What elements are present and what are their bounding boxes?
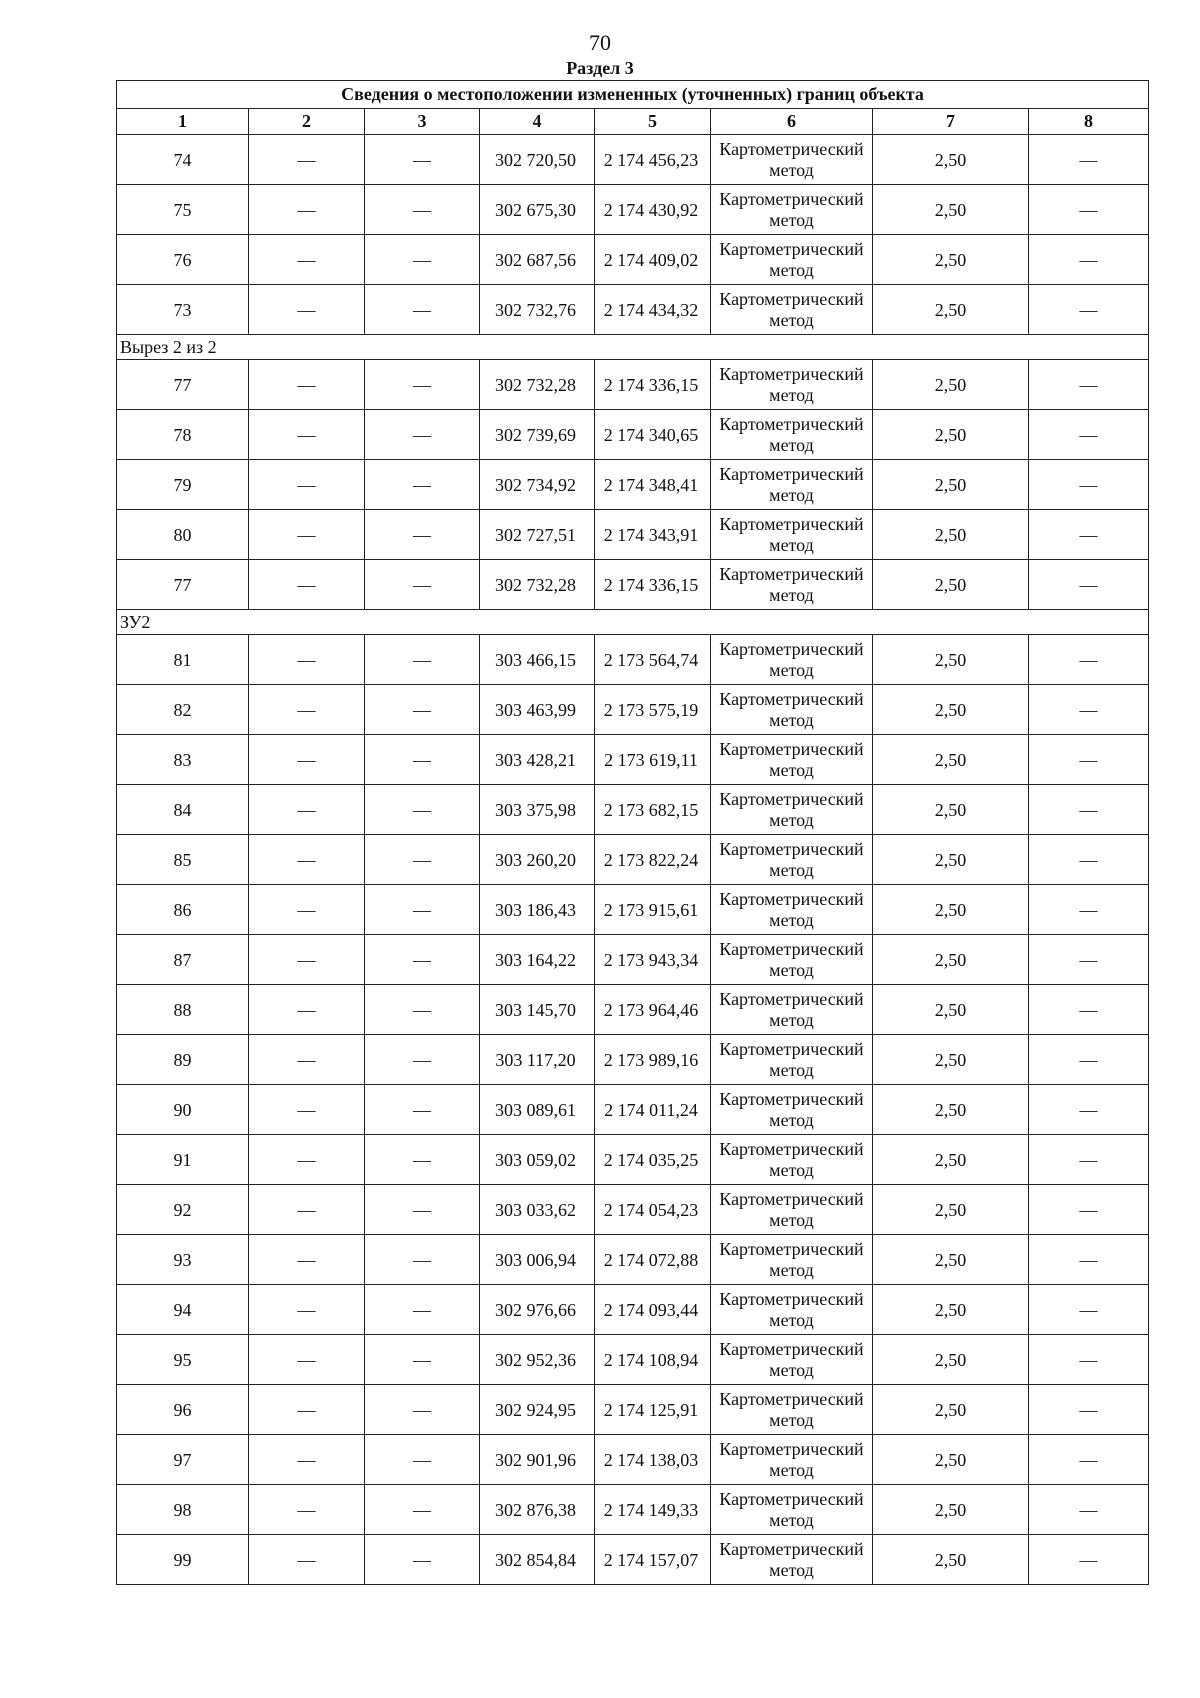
empty-value: —	[249, 835, 365, 885]
point-number: 75	[117, 185, 249, 235]
empty-value: —	[1029, 1085, 1149, 1135]
accuracy: 2,50	[873, 1385, 1029, 1435]
accuracy: 2,50	[873, 1235, 1029, 1285]
empty-value: —	[365, 1435, 480, 1485]
table-row	[117, 135, 1149, 185]
point-number: 85	[117, 835, 249, 885]
point-number: 78	[117, 410, 249, 460]
empty-value: —	[249, 1285, 365, 1335]
column-number: 7	[873, 109, 1029, 135]
empty-value: —	[365, 1535, 480, 1585]
method: Картометрический метод	[711, 235, 873, 285]
coordinate-y: 2 174 054,23	[595, 1185, 711, 1235]
empty-value: —	[249, 1235, 365, 1285]
empty-value: —	[365, 1335, 480, 1385]
empty-value: —	[1029, 460, 1149, 510]
empty-value: —	[365, 835, 480, 885]
column-number: 6	[711, 109, 873, 135]
accuracy: 2,50	[873, 1485, 1029, 1535]
empty-value: —	[1029, 1385, 1149, 1435]
empty-value: —	[249, 785, 365, 835]
method: Картометрический метод	[711, 735, 873, 785]
table-row	[117, 1435, 1149, 1485]
method: Картометрический метод	[711, 1435, 873, 1485]
accuracy: 2,50	[873, 135, 1029, 185]
coordinate-x: 302 924,95	[480, 1385, 595, 1435]
coordinate-x: 302 732,28	[480, 560, 595, 610]
section-title: Раздел 3	[566, 58, 634, 78]
table-row	[117, 1285, 1149, 1335]
empty-value: —	[249, 1535, 365, 1585]
empty-value: —	[249, 1185, 365, 1235]
empty-value: —	[1029, 985, 1149, 1035]
point-number: 81	[117, 635, 249, 685]
accuracy: 2,50	[873, 410, 1029, 460]
empty-value: —	[249, 285, 365, 335]
empty-value: —	[1029, 635, 1149, 685]
coordinate-y: 2 174 108,94	[595, 1335, 711, 1385]
empty-value: —	[365, 1235, 480, 1285]
boundary-coordinates-table	[116, 80, 1149, 1585]
coordinate-x: 302 854,84	[480, 1535, 595, 1585]
empty-value: —	[1029, 1485, 1149, 1535]
coordinate-x: 302 901,96	[480, 1435, 595, 1485]
coordinate-y: 2 174 072,88	[595, 1235, 711, 1285]
point-number: 98	[117, 1485, 249, 1535]
empty-value: —	[365, 135, 480, 185]
coordinate-y: 2 173 619,11	[595, 735, 711, 785]
table-row	[117, 560, 1149, 610]
empty-value: —	[249, 685, 365, 735]
method: Картометрический метод	[711, 1135, 873, 1185]
accuracy: 2,50	[873, 1185, 1029, 1235]
coordinate-x: 302 739,69	[480, 410, 595, 460]
point-number: 95	[117, 1335, 249, 1385]
empty-value: —	[1029, 235, 1149, 285]
empty-value: —	[249, 1435, 365, 1485]
accuracy: 2,50	[873, 1535, 1029, 1585]
empty-value: —	[365, 460, 480, 510]
coordinate-x: 303 186,43	[480, 885, 595, 935]
coordinate-y: 2 174 340,65	[595, 410, 711, 460]
table-row	[117, 935, 1149, 985]
empty-value: —	[365, 785, 480, 835]
table-row	[117, 985, 1149, 1035]
empty-value: —	[365, 185, 480, 235]
coordinate-x: 303 260,20	[480, 835, 595, 885]
coordinate-y: 2 174 093,44	[595, 1285, 711, 1335]
point-number: 83	[117, 735, 249, 785]
table-body	[117, 135, 1149, 1585]
empty-value: —	[365, 985, 480, 1035]
accuracy: 2,50	[873, 460, 1029, 510]
empty-value: —	[365, 285, 480, 335]
point-number: 91	[117, 1135, 249, 1185]
empty-value: —	[249, 1385, 365, 1435]
empty-value: —	[249, 885, 365, 935]
coordinate-y: 2 174 456,23	[595, 135, 711, 185]
empty-value: —	[1029, 1185, 1149, 1235]
coordinate-y: 2 173 964,46	[595, 985, 711, 1035]
point-number: 73	[117, 285, 249, 335]
empty-value: —	[365, 360, 480, 410]
empty-value: —	[1029, 410, 1149, 460]
accuracy: 2,50	[873, 1035, 1029, 1085]
accuracy: 2,50	[873, 560, 1029, 610]
empty-value: —	[1029, 185, 1149, 235]
coordinate-y: 2 173 915,61	[595, 885, 711, 935]
table-row	[117, 835, 1149, 885]
coordinate-x: 302 952,36	[480, 1335, 595, 1385]
coordinate-y: 2 173 943,34	[595, 935, 711, 985]
empty-value: —	[1029, 835, 1149, 885]
point-number: 74	[117, 135, 249, 185]
coordinate-x: 303 117,20	[480, 1035, 595, 1085]
coordinate-y: 2 174 035,25	[595, 1135, 711, 1185]
accuracy: 2,50	[873, 735, 1029, 785]
point-number: 94	[117, 1285, 249, 1335]
empty-value: —	[1029, 510, 1149, 560]
column-number-row	[117, 109, 1149, 135]
empty-value: —	[249, 735, 365, 785]
table-row	[117, 1085, 1149, 1135]
empty-value: —	[365, 1035, 480, 1085]
empty-value: —	[249, 935, 365, 985]
empty-value: —	[365, 1185, 480, 1235]
table-row	[117, 1485, 1149, 1535]
table-row	[117, 1335, 1149, 1385]
column-number: 2	[249, 109, 365, 135]
empty-value: —	[1029, 1535, 1149, 1585]
empty-value: —	[1029, 285, 1149, 335]
coordinate-y: 2 174 011,24	[595, 1085, 711, 1135]
empty-value: —	[1029, 360, 1149, 410]
accuracy: 2,50	[873, 185, 1029, 235]
column-number: 3	[365, 109, 480, 135]
empty-value: —	[365, 560, 480, 610]
table-row	[117, 1035, 1149, 1085]
column-number: 5	[595, 109, 711, 135]
group-header-row	[117, 335, 1149, 360]
accuracy: 2,50	[873, 935, 1029, 985]
point-number: 87	[117, 935, 249, 985]
accuracy: 2,50	[873, 835, 1029, 885]
method: Картометрический метод	[711, 685, 873, 735]
coordinate-x: 303 463,99	[480, 685, 595, 735]
empty-value: —	[365, 1085, 480, 1135]
method: Картометрический метод	[711, 1335, 873, 1385]
accuracy: 2,50	[873, 1285, 1029, 1335]
empty-value: —	[365, 1385, 480, 1435]
coordinate-x: 303 466,15	[480, 635, 595, 685]
page-number: 70	[589, 30, 611, 55]
empty-value: —	[1029, 1285, 1149, 1335]
method: Картометрический метод	[711, 1035, 873, 1085]
method: Картометрический метод	[711, 635, 873, 685]
table-row	[117, 285, 1149, 335]
empty-value: —	[249, 510, 365, 560]
empty-value: —	[249, 185, 365, 235]
table-row	[117, 1535, 1149, 1585]
empty-value: —	[365, 685, 480, 735]
point-number: 79	[117, 460, 249, 510]
coordinate-x: 303 164,22	[480, 935, 595, 985]
coordinate-y: 2 173 564,74	[595, 635, 711, 685]
method: Картометрический метод	[711, 985, 873, 1035]
empty-value: —	[365, 410, 480, 460]
point-number: 93	[117, 1235, 249, 1285]
accuracy: 2,50	[873, 635, 1029, 685]
coordinate-x: 303 059,02	[480, 1135, 595, 1185]
empty-value: —	[249, 410, 365, 460]
accuracy: 2,50	[873, 235, 1029, 285]
table-row	[117, 360, 1149, 410]
point-number: 77	[117, 360, 249, 410]
method: Картометрический метод	[711, 1385, 873, 1435]
empty-value: —	[365, 735, 480, 785]
method: Картометрический метод	[711, 935, 873, 985]
coordinate-y: 2 174 348,41	[595, 460, 711, 510]
coordinate-x: 302 732,28	[480, 360, 595, 410]
method: Картометрический метод	[711, 885, 873, 935]
coordinate-y: 2 174 336,15	[595, 560, 711, 610]
coordinate-y: 2 174 409,02	[595, 235, 711, 285]
accuracy: 2,50	[873, 285, 1029, 335]
coordinate-x: 302 720,50	[480, 135, 595, 185]
coordinate-x: 303 428,21	[480, 735, 595, 785]
point-number: 99	[117, 1535, 249, 1585]
method: Картометрический метод	[711, 460, 873, 510]
empty-value: —	[1029, 1035, 1149, 1085]
method: Картометрический метод	[711, 135, 873, 185]
point-number: 89	[117, 1035, 249, 1085]
point-number: 92	[117, 1185, 249, 1235]
table-caption-row	[117, 81, 1149, 109]
method: Картометрический метод	[711, 1085, 873, 1135]
table-row	[117, 235, 1149, 285]
method: Картометрический метод	[711, 1485, 873, 1535]
empty-value: —	[249, 1135, 365, 1185]
accuracy: 2,50	[873, 885, 1029, 935]
coordinate-x: 302 687,56	[480, 235, 595, 285]
coordinate-y: 2 174 125,91	[595, 1385, 711, 1435]
coordinate-x: 302 734,92	[480, 460, 595, 510]
point-number: 97	[117, 1435, 249, 1485]
method: Картометрический метод	[711, 1185, 873, 1235]
method: Картометрический метод	[711, 510, 873, 560]
table-caption: Сведения о местоположении измененных (уточненных) границ объекта	[117, 81, 1149, 109]
empty-value: —	[249, 1335, 365, 1385]
method: Картометрический метод	[711, 410, 873, 460]
coordinate-x: 302 675,30	[480, 185, 595, 235]
empty-value: —	[365, 635, 480, 685]
method: Картометрический метод	[711, 560, 873, 610]
coordinate-y: 2 173 822,24	[595, 835, 711, 885]
coordinate-y: 2 174 149,33	[595, 1485, 711, 1535]
method: Картометрический метод	[711, 785, 873, 835]
empty-value: —	[365, 235, 480, 285]
point-number: 90	[117, 1085, 249, 1135]
empty-value: —	[1029, 560, 1149, 610]
method: Картометрический метод	[711, 360, 873, 410]
table-row	[117, 635, 1149, 685]
empty-value: —	[365, 510, 480, 560]
empty-value: —	[365, 935, 480, 985]
group-label: Вырез 2 из 2	[117, 335, 1149, 360]
accuracy: 2,50	[873, 685, 1029, 735]
coordinate-x: 302 732,76	[480, 285, 595, 335]
point-number: 82	[117, 685, 249, 735]
column-number: 8	[1029, 109, 1149, 135]
coordinate-y: 2 174 138,03	[595, 1435, 711, 1485]
coordinate-y: 2 174 434,32	[595, 285, 711, 335]
empty-value: —	[249, 985, 365, 1035]
method: Картометрический метод	[711, 185, 873, 235]
coordinate-x: 303 006,94	[480, 1235, 595, 1285]
empty-value: —	[249, 1485, 365, 1535]
empty-value: —	[249, 560, 365, 610]
point-number: 76	[117, 235, 249, 285]
method: Картометрический метод	[711, 1535, 873, 1585]
point-number: 86	[117, 885, 249, 935]
empty-value: —	[1029, 785, 1149, 835]
coordinate-y: 2 174 336,15	[595, 360, 711, 410]
empty-value: —	[249, 1085, 365, 1135]
coordinate-y: 2 174 157,07	[595, 1535, 711, 1585]
column-number: 1	[117, 109, 249, 135]
table-row	[117, 410, 1149, 460]
table-row	[117, 785, 1149, 835]
accuracy: 2,50	[873, 510, 1029, 560]
coordinate-x: 302 876,38	[480, 1485, 595, 1535]
empty-value: —	[1029, 1335, 1149, 1385]
accuracy: 2,50	[873, 1085, 1029, 1135]
empty-value: —	[249, 235, 365, 285]
table-row	[117, 460, 1149, 510]
empty-value: —	[1029, 685, 1149, 735]
group-header-row	[117, 610, 1149, 635]
empty-value: —	[1029, 885, 1149, 935]
accuracy: 2,50	[873, 1335, 1029, 1385]
empty-value: —	[1029, 1235, 1149, 1285]
accuracy: 2,50	[873, 1135, 1029, 1185]
table-row	[117, 185, 1149, 235]
coordinate-x: 303 089,61	[480, 1085, 595, 1135]
point-number: 88	[117, 985, 249, 1035]
empty-value: —	[365, 1485, 480, 1535]
table-row	[117, 510, 1149, 560]
coordinate-x: 302 727,51	[480, 510, 595, 560]
empty-value: —	[1029, 735, 1149, 785]
empty-value: —	[249, 360, 365, 410]
point-number: 80	[117, 510, 249, 560]
empty-value: —	[1029, 1135, 1149, 1185]
table-row	[117, 1185, 1149, 1235]
empty-value: —	[365, 1285, 480, 1335]
coordinate-y: 2 174 343,91	[595, 510, 711, 560]
accuracy: 2,50	[873, 1435, 1029, 1485]
empty-value: —	[1029, 1435, 1149, 1485]
empty-value: —	[1029, 135, 1149, 185]
empty-value: —	[1029, 935, 1149, 985]
table-row	[117, 1385, 1149, 1435]
empty-value: —	[365, 885, 480, 935]
coordinate-x: 303 033,62	[480, 1185, 595, 1235]
method: Картометрический метод	[711, 1235, 873, 1285]
empty-value: —	[249, 460, 365, 510]
method: Картометрический метод	[711, 1285, 873, 1335]
point-number: 96	[117, 1385, 249, 1435]
table-row	[117, 885, 1149, 935]
empty-value: —	[249, 635, 365, 685]
table-row	[117, 735, 1149, 785]
table-row	[117, 685, 1149, 735]
table-row	[117, 1235, 1149, 1285]
coordinate-y: 2 173 989,16	[595, 1035, 711, 1085]
coordinate-y: 2 173 575,19	[595, 685, 711, 735]
coordinate-x: 303 145,70	[480, 985, 595, 1035]
empty-value: —	[249, 1035, 365, 1085]
coordinate-y: 2 173 682,15	[595, 785, 711, 835]
group-label: ЗУ2	[117, 610, 1149, 635]
point-number: 77	[117, 560, 249, 610]
table-row	[117, 1135, 1149, 1185]
empty-value: —	[365, 1135, 480, 1185]
empty-value: —	[249, 135, 365, 185]
coordinate-x: 303 375,98	[480, 785, 595, 835]
accuracy: 2,50	[873, 785, 1029, 835]
point-number: 84	[117, 785, 249, 835]
accuracy: 2,50	[873, 360, 1029, 410]
coordinate-y: 2 174 430,92	[595, 185, 711, 235]
accuracy: 2,50	[873, 985, 1029, 1035]
coordinate-x: 302 976,66	[480, 1285, 595, 1335]
column-number: 4	[480, 109, 595, 135]
method: Картометрический метод	[711, 285, 873, 335]
method: Картометрический метод	[711, 835, 873, 885]
